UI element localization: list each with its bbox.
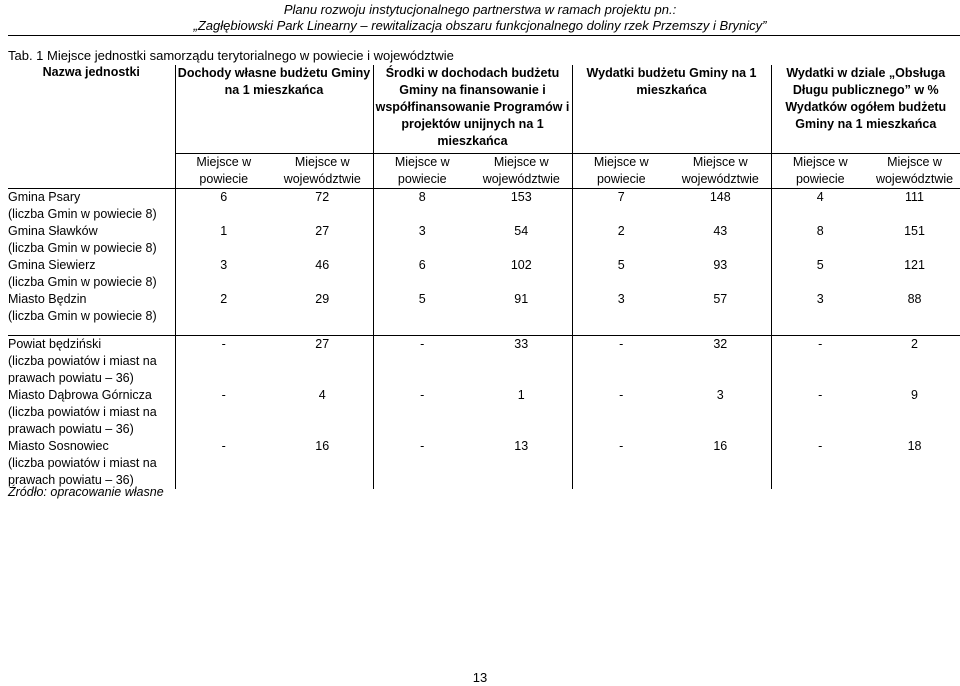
- row-label: [8, 438, 175, 489]
- cell-value: 57: [670, 291, 771, 325]
- cell-value: 151: [904, 224, 925, 238]
- cell-value: 2: [911, 337, 918, 351]
- table-row: [8, 438, 960, 489]
- unit-note: prawach powiatu – 36): [8, 422, 134, 436]
- cell-value: -: [818, 439, 823, 453]
- row-label: [8, 387, 175, 438]
- group-header-wydatki: Wydatki budżetu Gminy na 1 mieszkańca: [572, 65, 771, 154]
- cell-value: 102: [471, 257, 572, 291]
- subheader-powiat: Miejsce w powiecie: [373, 154, 471, 189]
- group-header-srodki: Środki w dochodach budżetu Gminy na finansowanie i współfinansowanie Programów i projektów unijnych na 1 mieszkańca: [373, 65, 572, 154]
- cell-value: 32: [670, 336, 771, 388]
- cell-value: 93: [670, 257, 771, 291]
- unit-name: Powiat będziński: [8, 337, 102, 351]
- subheader-powiat: Miejsce w powiecie: [175, 154, 272, 189]
- cell-value: 88: [907, 292, 922, 306]
- cell-value: 5: [617, 258, 625, 272]
- cell-value: 3: [418, 224, 426, 238]
- cell-value: -: [420, 439, 425, 453]
- unit-note: (liczba powiatów i miast na: [8, 456, 157, 470]
- table-row: [8, 223, 960, 257]
- row-label: [8, 257, 175, 291]
- section-separator: [8, 325, 960, 336]
- cell-value: -: [619, 439, 624, 453]
- subheader-wojewodztwo: Miejsce w województwie: [869, 154, 960, 189]
- table-row: [8, 291, 960, 325]
- unit-note: (liczba Gmin w powiecie 8): [8, 207, 157, 221]
- page-number: 13: [472, 670, 488, 685]
- cell-value: -: [420, 388, 425, 402]
- cell-value: 54: [471, 223, 572, 257]
- cell-value: 2: [220, 292, 228, 306]
- unit-note: (liczba powiatów i miast na: [8, 354, 157, 368]
- unit-name: Miasto Będzin: [8, 292, 87, 306]
- row-label: [8, 291, 175, 325]
- cell-value: 6: [220, 190, 228, 204]
- unit-name: Miasto Dąbrowa Górnicza: [8, 388, 152, 402]
- header-line-1: Planu rozwoju instytucjonalnego partnerstwa w ramach projektu pn.:: [283, 2, 677, 17]
- cell-value: 27: [272, 223, 373, 257]
- cell-value: 111: [905, 190, 925, 204]
- cell-value: 33: [471, 336, 572, 388]
- group-header-dlug: Wydatki w dziale „Obsługa Długu publicznego” w % Wydatków ogółem budżetu Gminy na 1 mieszkańca: [771, 65, 960, 154]
- cell-value: 3: [220, 258, 228, 272]
- cell-value: 43: [670, 223, 771, 257]
- unit-name: Gmina Psary: [8, 190, 81, 204]
- subheader-powiat: Miejsce w powiecie: [572, 154, 670, 189]
- cell-value: 148: [670, 189, 771, 224]
- cell-value: -: [420, 337, 425, 351]
- cell-value: 3: [617, 292, 625, 306]
- cell-value: 7: [617, 190, 625, 204]
- cell-value: 8: [816, 224, 824, 238]
- cell-value: -: [221, 439, 226, 453]
- table-row: [8, 336, 960, 388]
- cell-value: 153: [471, 189, 572, 224]
- row-label: [8, 223, 175, 257]
- table-row: [8, 257, 960, 291]
- subheader-wojewodztwo: Miejsce w województwie: [471, 154, 572, 189]
- cell-value: -: [221, 337, 226, 351]
- unit-name: Gmina Sławków: [8, 224, 98, 238]
- table-caption: Tab. 1 Miejsce jednostki samorządu terytorialnego w powiecie i województwie: [8, 48, 454, 63]
- cell-value: 16: [670, 438, 771, 489]
- cell-value: 46: [272, 257, 373, 291]
- cell-value: 1: [471, 387, 572, 438]
- cell-value: 27: [272, 336, 373, 388]
- cell-value: 1: [220, 224, 228, 238]
- cell-value: -: [818, 337, 823, 351]
- subheader-wojewodztwo: Miejsce w województwie: [272, 154, 373, 189]
- cell-value: 4: [272, 387, 373, 438]
- document-header: [0, 0, 960, 34]
- cell-value: 2: [617, 224, 625, 238]
- cell-value: 16: [272, 438, 373, 489]
- cell-value: -: [619, 388, 624, 402]
- ranking-table: [8, 65, 960, 489]
- unit-note: (liczba Gmin w powiecie 8): [8, 309, 157, 323]
- subheader-wojewodztwo: Miejsce w województwie: [670, 154, 771, 189]
- header-line-2: „Zagłębiowski Park Linearny – rewitalizacja obszaru funkcjonalnego doliny rzek Przemszy i Brynicy”: [193, 18, 767, 33]
- unit-note: (liczba Gmin w powiecie 8): [8, 275, 157, 289]
- cell-value: 3: [670, 387, 771, 438]
- table-row: [8, 387, 960, 438]
- cell-value: -: [221, 388, 226, 402]
- cell-value: 121: [904, 258, 925, 272]
- cell-value: 18: [907, 439, 922, 453]
- unit-note: prawach powiatu – 36): [8, 371, 134, 385]
- unit-note: prawach powiatu – 36): [8, 473, 134, 487]
- cell-value: -: [818, 388, 823, 402]
- cell-value: 91: [471, 291, 572, 325]
- column-header-name: Nazwa jednostki: [8, 65, 175, 189]
- subheader-powiat: Miejsce w powiecie: [771, 154, 869, 189]
- row-label: [8, 336, 175, 388]
- source-note: Źródło: opracowanie własne: [8, 485, 164, 499]
- cell-value: 5: [816, 258, 824, 272]
- group-header-dochody: Dochody własne budżetu Gminy na 1 mieszkańca: [175, 65, 373, 154]
- header-rule: [8, 35, 960, 36]
- cell-value: -: [619, 337, 624, 351]
- unit-note: (liczba powiatów i miast na: [8, 405, 157, 419]
- unit-note: (liczba Gmin w powiecie 8): [8, 241, 157, 255]
- unit-name: Gmina Siewierz: [8, 258, 96, 272]
- cell-value: 9: [911, 388, 918, 402]
- cell-value: 29: [272, 291, 373, 325]
- cell-value: 5: [418, 292, 426, 306]
- table-row: [8, 189, 960, 224]
- cell-value: 6: [418, 258, 426, 272]
- cell-value: 13: [471, 438, 572, 489]
- row-label: [8, 189, 175, 224]
- cell-value: 3: [816, 292, 824, 306]
- unit-name: Miasto Sosnowiec: [8, 439, 109, 453]
- cell-value: 4: [816, 190, 824, 204]
- cell-value: 72: [272, 189, 373, 224]
- cell-value: 8: [418, 190, 426, 204]
